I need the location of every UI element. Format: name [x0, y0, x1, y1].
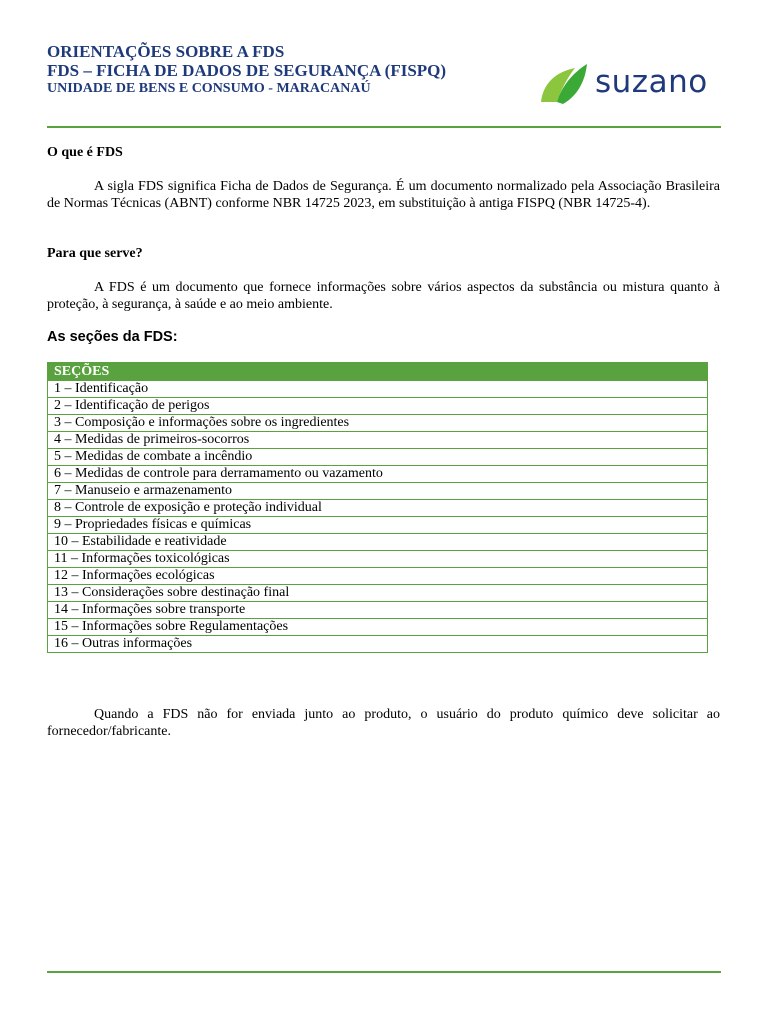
table-cell: 14 – Informações sobre transporte [48, 602, 708, 619]
table-cell: 11 – Informações toxicológicas [48, 551, 708, 568]
table-cell: 6 – Medidas de controle para derramamento ou vazamento [48, 466, 708, 483]
table-cell: 4 – Medidas de primeiros-socorros [48, 432, 708, 449]
header-title: ORIENTAÇÕES SOBRE A FDS [47, 42, 285, 61]
document-header [47, 42, 727, 112]
table-row [48, 500, 708, 517]
table-header: SEÇÕES [48, 363, 708, 381]
table-cell: 12 – Informações ecológicas [48, 568, 708, 585]
table-cell: 9 – Propriedades físicas e químicas [48, 517, 708, 534]
table-row [48, 602, 708, 619]
section-paragraph-purpose: A FDS é um documento que fornece informações sobre vários aspectos da substância ou mistura quanto à proteção, à segurança, à saúde e ao meio ambiente. [47, 280, 720, 312]
table-row [48, 398, 708, 415]
table-cell: 7 – Manuseio e armazenamento [48, 483, 708, 500]
table-row [48, 415, 708, 432]
table-row [48, 449, 708, 466]
leaf-icon [537, 62, 591, 106]
logo-wordmark: suzano [595, 64, 708, 100]
table-cell: 10 – Estabilidade e reatividade [48, 534, 708, 551]
header-divider [47, 126, 721, 128]
table-cell: 1 – Identificação [48, 381, 708, 398]
table-cell: 3 – Composição e informações sobre os ingredientes [48, 415, 708, 432]
table-cell: 2 – Identificação de perigos [48, 398, 708, 415]
table-title: As seções da FDS: [47, 329, 178, 345]
table-row [48, 432, 708, 449]
suzano-logo [537, 62, 727, 106]
table-row [48, 381, 708, 398]
header-subtitle: FDS – FICHA DE DADOS DE SEGURANÇA (FISPQ) [47, 61, 447, 80]
table-cell: 5 – Medidas de combate a incêndio [48, 449, 708, 466]
table-row [48, 483, 708, 500]
table-row [48, 551, 708, 568]
closing-paragraph: Quando a FDS não for enviada junto ao produto, o usuário do produto químico deve solicitar ao fornecedor/fabricante. [47, 707, 720, 739]
table-row [48, 517, 708, 534]
table-cell: 13 – Considerações sobre destinação final [48, 585, 708, 602]
footer-divider [47, 971, 721, 973]
table-row [48, 568, 708, 585]
section-heading-purpose: Para que serve? [47, 246, 143, 261]
table-row [48, 636, 708, 653]
table-row [48, 466, 708, 483]
table-row [48, 585, 708, 602]
section-paragraph-what: A sigla FDS significa Ficha de Dados de Segurança. É um documento normalizado pela Associação Brasileira de Normas Técnicas (ABNT) conforme NBR 14725 2023, em substituição à antiga FISPQ (NBR 14725-4). [47, 179, 720, 211]
table-cell: 8 – Controle de exposição e proteção individual [48, 500, 708, 517]
table-cell: 16 – Outras informações [48, 636, 708, 653]
table-cell: 15 – Informações sobre Regulamentações [48, 619, 708, 636]
sections-table [47, 362, 708, 653]
section-heading-what: O que é FDS [47, 145, 123, 160]
table-row [48, 534, 708, 551]
table-row [48, 619, 708, 636]
header-unit: UNIDADE DE BENS E CONSUMO - MARACANAÚ [47, 81, 371, 96]
